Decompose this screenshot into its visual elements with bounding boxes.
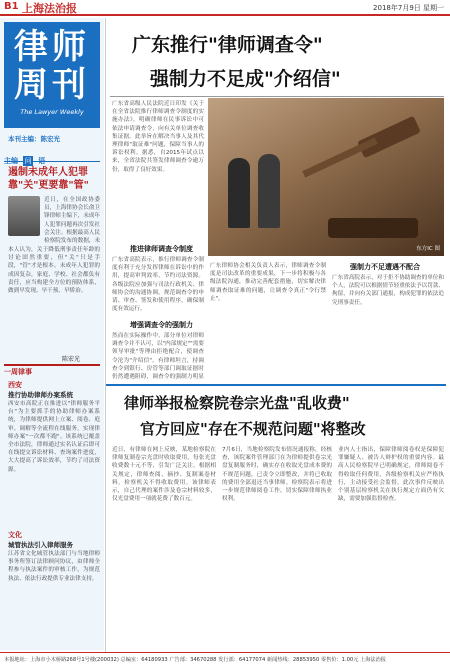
- editor-portrait: [8, 196, 40, 236]
- lead-subhead-3: 强制力不足遭遇不配合: [350, 263, 420, 271]
- masthead-english: The Lawyer Weekly: [20, 108, 84, 116]
- week-item1-subtitle: 推行协助律师办案系统: [8, 391, 73, 399]
- week-item2-subtitle: 城管执法引入律师服务: [8, 541, 73, 549]
- week-item1-text: 西安市高院正在推进以"律师服务平台"为主要抓手的协助律师办案系统，为律师提供网上立案、阅卷、庭审、调解等全流程在线服务，实现律师办案"一次都不跑"。该系统已覆盖全市法院，律师通过实名认证后即可在线提交诉讼材料、查询案件进度，大大提高了诉讼效率，节约了司法资源。: [8, 401, 100, 473]
- gavel-photo: [208, 98, 444, 256]
- second-col1-text: 近日，有律师在网上反映，某地检察院在律师复制卷宗光盘时收取费用，每张光盘收费数十元不等，引发广泛关注。根据相关规定，律师查阅、摘抄、复制案卷材料，检察机关不得收取费用。该律师表示，自己代理的案件涉及卷宗材料较多，仅光盘费用一项就花费了数百元。: [112, 447, 216, 503]
- chief-editor: 本刊主编：陈宏光: [8, 135, 60, 143]
- lead-col1-text: 广东省高级人民法院近日印发《关于在全省法院推行律师调查令制度的实施办法》，明确律师在民事诉讼中可依法申请调查令，向有关单位调查收集证据。此举旨在解决当事人及其代理律师"取证难"问题，保障当事人的诉讼权利。据悉，自2015年试点以来，全省法院共签发律师调查令逾万份，取得了良好效果。: [112, 101, 204, 173]
- section-masthead: [4, 22, 100, 128]
- lead-subhead-2: 增强调查令的强制力: [130, 321, 193, 329]
- newspaper-logo: 上海法治报: [22, 2, 77, 15]
- page-header: [0, 0, 450, 16]
- figure-silhouette: [228, 158, 250, 228]
- headline-divider: [110, 96, 444, 97]
- lead-headline-1: 广东推行"律师调查令": [132, 34, 323, 56]
- lead-headline-2: 强制力不足成"介绍信": [150, 68, 341, 90]
- side-article-text-a: 近日，在全国政协委员，上海律协会长俞卫锋律师主编下，未成年人犯罪问题再次引发社会关注。根据最高人民检察院发布的数据，未: [44, 197, 100, 244]
- masthead-line2: 周刊: [14, 65, 90, 105]
- masthead-line1: 律师: [14, 27, 90, 67]
- photo-credit: 东方IC 图: [416, 246, 440, 252]
- lead-col3-text: 广东省高院表示，对于拒不协助调查的单位和个人，法院可以根据情节轻重依法予以罚款、拘留，并向有关部门通报，构成犯罪的依法追究刑事责任。: [332, 275, 444, 306]
- column-divider: [105, 18, 106, 652]
- week-item2-text: 江苏省文化城管执法部门与当地律师事务所签订法律顾问协议，由律师全程参与执法案件的审核工作，为规范执法、依法行政提供专业法律支持。: [8, 551, 100, 582]
- figure-silhouette: [258, 154, 280, 228]
- column-suffix: 语: [38, 157, 46, 165]
- gavel-head: [357, 116, 421, 159]
- second-col3-text: 业内人士指出，保障律师阅卷权是保障犯罪嫌疑人、被告人辩护权的重要内容。最高人民检察院早已明确规定，律师阅卷不得收取任何费用，各级检察机关应严格执行，主动接受社会监督。此次事件反映出个别基层检察机关在执行规定方面仍有欠缺，需要加强监督检查。: [338, 447, 444, 503]
- column-label: 主编: [4, 157, 18, 165]
- side-article-signature: 陈宏光: [62, 356, 81, 363]
- article-separator: [106, 384, 446, 386]
- issue-date: 2018年7月9日 星期一: [373, 4, 444, 12]
- second-col2-text: 7月6日，当地检察院发布情况通报称，经核查，该院案件管理部门在为律师提供卷宗光盘复制服务时，确实存在收取光盘成本费的不规范问题，已责令立即整改，并将已收取的费用全部退还当事律师。检察院表示将进一步规范律师阅卷工作，切实保障律师执业权利。: [222, 447, 332, 503]
- week-item2-title: 文化: [8, 531, 22, 539]
- second-headline-2: 官方回应"存在不规范问题"将整改: [140, 420, 366, 438]
- lead-col1b-text: 广东省高院表示，推行律师调查令制度有利于充分发挥律师在诉讼中的作用，提高审判效率，节约司法资源。各级法院应加强与司法行政机关、律师协会的沟通协调，规范调查令的申请、审查、签发和使用程序，确保制度有效运行。: [112, 257, 204, 313]
- second-headline-1: 律师举报检察院卷宗光盘"乱收费": [124, 394, 350, 412]
- lead-col1c-text: 然而在实际操作中，部分单位对律师调查令并不认可，以"内部规定""需要领导审批"等理由拒绝配合，使调查令沦为"介绍信"。有律师坦言，持调查令到银行、房管等部门调取证据时仍然遭遇阻碍，调查令的强制力明显: [112, 333, 204, 380]
- side-article-text-b: 本人认为，关于降低刑事责任年龄的讨论固然重要，但"关"只是手段，"管"才是根本。未成年人犯罪的成因复杂，家庭、学校、社会都负有责任，应当构建全方位的预防体系，做到早发现、早干预、早矫治。: [8, 247, 100, 295]
- gavel-handle: [302, 137, 377, 177]
- week-section-header: 一周律事: [4, 364, 100, 376]
- column-header: [4, 148, 100, 165]
- column-icon: 问: [24, 157, 32, 165]
- lead-col2-text: 广东律师协会相关负责人表示，律师调查令制度是司法改革的重要成果，下一步将积极与各级法院沟通，推动完善配套措施，切实解决律师调查取证难的问题，让调查令真正"令行禁止"。: [210, 263, 326, 302]
- page-footer: 本报地址：上海市小木桥路268号1号楼(200032) 总编室：64180933 广告部：34670288 发行部：64177074 新闻热线：28853950 零售价：1.00元 上海法治报: [0, 652, 450, 668]
- lead-subhead-1: 推进律师调查令制度: [130, 245, 193, 253]
- page-number: B1: [4, 1, 19, 12]
- week-item1-title: 西安: [8, 381, 22, 389]
- side-article-title: 遏制未成年人犯罪 靠"关"更要靠"管": [8, 167, 89, 191]
- gavel-base: [328, 218, 418, 238]
